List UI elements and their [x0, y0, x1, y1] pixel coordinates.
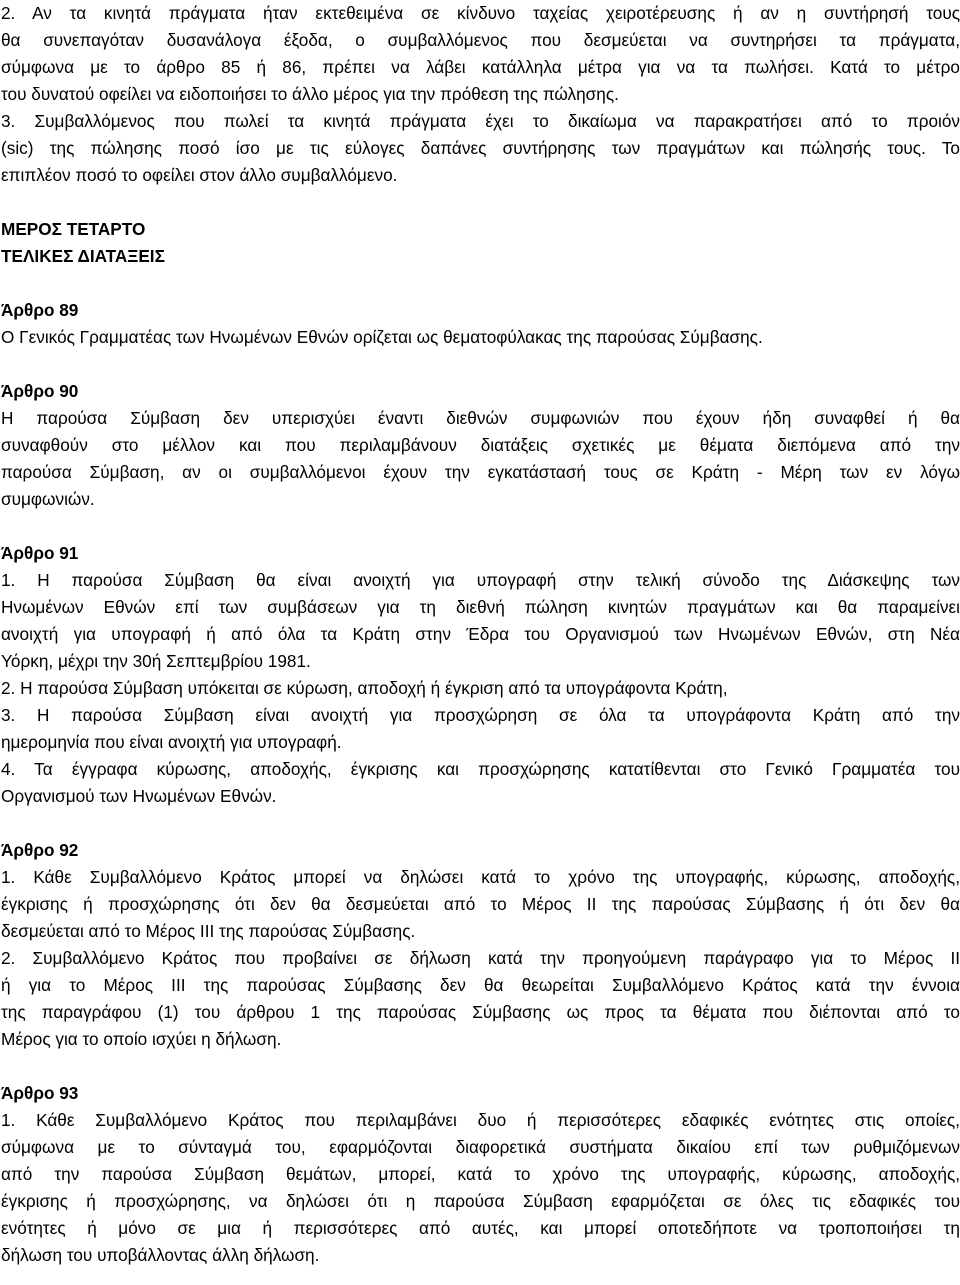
- paragraph-3: [0, 108, 960, 189]
- text-line: σύμφωνα με το άρθρο 85 ή 86, πρέπει να λάβει κατάλληλα μέτρα για να τα πωλήσει. Κατά το μέτρο: [1, 57, 960, 77]
- part-subtitle: ΤΕΛΙΚΕΣ ΔΙΑΤΑΞΕΙΣ: [1, 246, 165, 266]
- part-title: ΜΕΡΟΣ ΤΕΤΑΡΤΟ: [1, 219, 146, 239]
- text-line: 1. Κάθε Συμβαλλόμενο Κράτος που περιλαμβάνει δυο ή περισσότερες εδαφικές ενότητες στις οποίες,: [1, 1110, 960, 1130]
- article-heading: Άρθρο 93: [1, 1083, 79, 1103]
- text-line: δήλωση του υποβάλλοντας άλλη δήλωση.: [1, 1245, 320, 1265]
- text-line: δεσμεύεται από το Μέρος ΙΙΙ της παρούσας Σύμβασης.: [1, 921, 416, 941]
- text-line: παρούσα Σύμβαση, αν οι συμβαλλόμενοι έχουν την εγκατάστασή τους σε Κράτη - Μέρη των εν λόγω: [1, 462, 960, 482]
- article-92: [0, 837, 960, 1053]
- text-line: του δυνατού οφείλει να ειδοποιήσει το άλλο μέρος για την πρόθεση της πώλησης.: [1, 84, 619, 104]
- text-line: Ο Γενικός Γραμματέας των Ηνωμένων Εθνών ορίζεται ως θεματοφύλακας της παρούσας Σύμβασης.: [1, 327, 763, 347]
- text-line: 4. Τα έγγραφα κύρωσης, αποδοχής, έγκρισης και προσχώρησης κατατίθενται στο Γενικό Γραμματέα του: [1, 759, 960, 779]
- spacer: [0, 1053, 960, 1080]
- text-line: έγκρισης ή προσχώρησης, να δηλώσει ότι η παρούσα Σύμβαση εφαρμόζεται σε όλες τις εδαφικές του: [1, 1191, 960, 1211]
- spacer: [0, 270, 960, 297]
- text-line: ανοιχτή για υπογραφή ή από όλα τα Κράτη στην Έδρα του Οργανισμού των Ηνωμένων Εθνών, στη Νέα: [1, 624, 960, 644]
- article-90: [0, 378, 960, 513]
- text-line: ενότητες ή μόνο σε μια ή περισσότερες από αυτές, και μπορεί οποτεδήποτε να τροποποιήσει τη: [1, 1218, 960, 1238]
- text-line: 2. Αν τα κινητά πράγματα ήταν εκτεθειμένα σε κίνδυνο ταχείας χειροτέρευσης ή αν η συντήρησή τους: [1, 3, 960, 23]
- article-93: [0, 1080, 960, 1269]
- article-heading: Άρθρο 91: [1, 543, 79, 563]
- article-91: [0, 540, 960, 810]
- text-line: 2. Η παρούσα Σύμβαση υπόκειται σε κύρωση, αποδοχή ή έγκριση από τα υπογράφοντα Κράτη,: [1, 678, 728, 698]
- text-line: ημερομηνία που είναι ανοιχτή για υπογραφή.: [1, 732, 342, 752]
- article-heading: Άρθρο 90: [1, 381, 79, 401]
- text-line: Ηνωμένων Εθνών επί των συμβάσεων για τη διεθνή πώληση κινητών πραγμάτων και θα παραμείνει: [1, 597, 960, 617]
- spacer: [0, 351, 960, 378]
- text-line: ή για το Μέρος ΙΙΙ της παρούσας Σύμβασης δεν θα θεωρείται Συμβαλλόμενο Κράτος κατά την έννοια: [1, 975, 960, 995]
- text-line: συμφωνιών.: [1, 489, 95, 509]
- paragraph-2: [0, 0, 960, 108]
- text-line: σύμφωνα με το σύνταγμά του, εφαρμόζονται διαφορετικά συστήματα δικαίου επί των ρυθμιζόμενων: [1, 1137, 960, 1157]
- text-line: 1. Η παρούσα Σύμβαση θα είναι ανοιχτή για υπογραφή στην τελική σύνοδο της Διάσκεψης των: [1, 570, 960, 590]
- text-line: 2. Συμβαλλόμενο Κράτος που προβαίνει σε δήλωση κατά την προηγούμενη παράγραφο για το Μέρος ΙΙ: [1, 948, 960, 968]
- text-line: (sic) της πώλησης ποσό ίσο με τις εύλογες δαπάνες συντήρησης των πραγμάτων και πώλησής τους. Το: [1, 138, 960, 158]
- text-line: συναφθούν στο μέλλον και που περιλαμβάνουν διατάξεις σχετικές με θέματα διεπόμενα από την: [1, 435, 960, 455]
- text-line: Η παρούσα Σύμβαση δεν υπερισχύει έναντι διεθνών συμφωνιών που έχουν ήδη συναφθεί ή θα: [1, 408, 960, 428]
- text-line: θα συνεπαγόταν δυσανάλογα έξοδα, ο συμβαλλόμενος που δεσμεύεται να συντηρήσει τα πράγματα,: [1, 30, 960, 50]
- text-line: Υόρκη, μέχρι την 30ή Σεπτεμβρίου 1981.: [1, 651, 311, 671]
- spacer: [0, 189, 960, 216]
- text-line: από την παρούσα Σύμβαση θεμάτων, μπορεί, κατά το χρόνο της υπογραφής, κύρωσης, αποδοχής,: [1, 1164, 960, 1184]
- spacer: [0, 810, 960, 837]
- text-line: 3. Η παρούσα Σύμβαση είναι ανοιχτή για προσχώρηση σε όλα τα υπογράφοντα Κράτη από την: [1, 705, 960, 725]
- spacer: [0, 513, 960, 540]
- text-line: Μέρος για το οποίο ισχύει η δήλωση.: [1, 1029, 282, 1049]
- article-heading: Άρθρο 89: [1, 300, 79, 320]
- text-line: έγκρισης ή προσχώρησης ότι δεν θα δεσμεύεται από το Μέρος ΙΙ της παρούσας Σύμβασης ή ότι δεν θα: [1, 894, 960, 914]
- text-line: επιπλέον ποσό το οφείλει στον άλλο συμβαλλόμενο.: [1, 165, 398, 185]
- text-line: 3. Συμβαλλόμενος που πωλεί τα κινητά πράγματα έχει το δικαίωμα να παρακρατήσει από το προιόν: [1, 111, 960, 131]
- text-line: της παραγράφου (1) του άρθρου 1 της παρούσας Σύμβασης ως προς τα θέματα που διέπονται από το: [1, 1002, 960, 1022]
- article-89: [0, 297, 960, 351]
- text-line: 1. Κάθε Συμβαλλόμενο Κράτος μπορεί να δηλώσει κατά το χρόνο της υπογραφής, κύρωσης, αποδοχής,: [1, 867, 960, 887]
- text-line: Οργανισμού των Ηνωμένων Εθνών.: [1, 786, 277, 806]
- article-heading: Άρθρο 92: [1, 840, 79, 860]
